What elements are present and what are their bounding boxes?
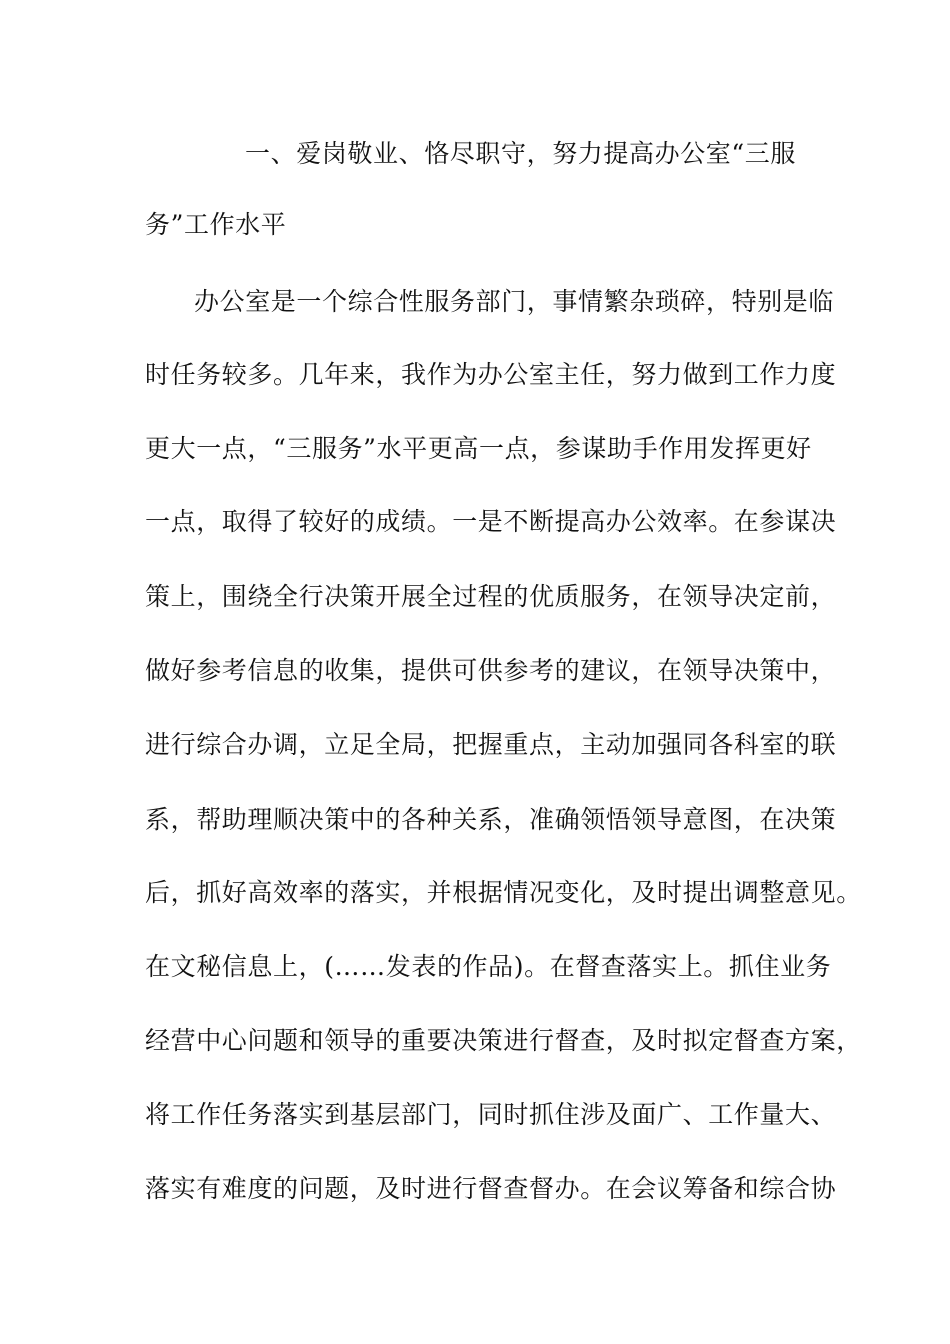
paragraph-line-5: 策上，围绕全行决策开展全过程的优质服务，在领导决定前， <box>145 582 837 611</box>
paragraph-line-10: 在文秘信息上，(……发表的作品)。在督查落实上。抓住业务 <box>145 952 832 981</box>
paragraph-line-12: 将工作任务落实到基层部门，同时抓住涉及面广、工作量大、 <box>145 1100 837 1129</box>
section-heading-line-2: 务”工作水平 <box>145 210 287 239</box>
paragraph-line-7: 进行综合办调，立足全局，把握重点，主动加强同各科室的联 <box>145 730 837 759</box>
paragraph-line-2: 时任务较多。几年来，我作为办公室主任，努力做到工作力度 <box>145 360 837 389</box>
paragraph-line-1: 办公室是一个综合性服务部门，事情繁杂琐碎，特别是临 <box>194 287 835 316</box>
paragraph-line-11: 经营中心问题和领导的重要决策进行督查，及时拟定督查方案， <box>145 1026 862 1055</box>
paragraph-line-6: 做好参考信息的收集，提供可供参考的建议，在领导决策中， <box>145 656 837 685</box>
section-heading-line-1: 一、爱岗敬业、恪尽职守，努力提高办公室“三服 <box>245 139 796 168</box>
paragraph-line-13: 落实有难度的问题，及时进行督查督办。在会议筹备和综合协 <box>145 1174 837 1203</box>
paragraph-line-3: 更大一点，“三服务”水平更高一点，参谋助手作用发挥更好 <box>145 434 812 463</box>
paragraph-line-8: 系，帮助理顺决策中的各种关系，准确领悟领导意图，在决策 <box>145 805 837 834</box>
paragraph-line-4: 一点，取得了较好的成绩。一是不断提高办公效率。在参谋决 <box>145 507 837 536</box>
paragraph-line-9: 后，抓好高效率的落实，并根据情况变化，及时提出调整意见。 <box>145 878 862 907</box>
